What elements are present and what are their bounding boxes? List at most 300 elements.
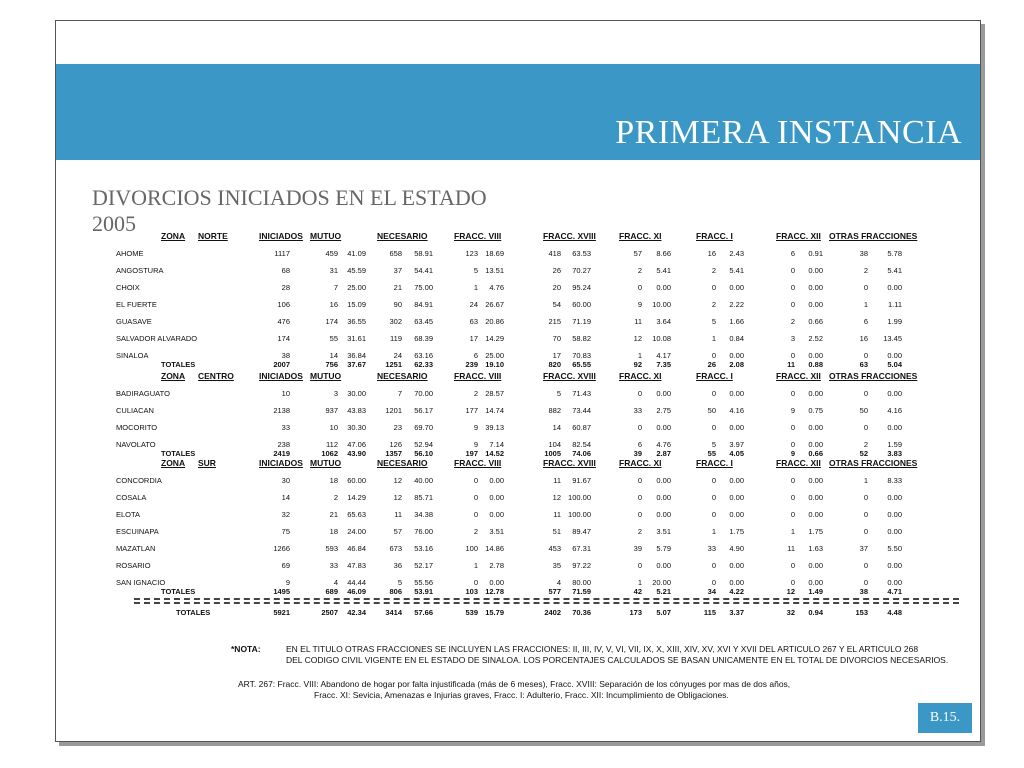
municipality-row-value: 0 xyxy=(790,440,795,449)
zone-total-row-value: 2007 xyxy=(273,360,290,369)
zone-total-row-value: 63 xyxy=(859,360,868,369)
column-header: FRACC. XVIII xyxy=(543,458,596,468)
municipality-row-label: CONCORDIA xyxy=(116,476,162,485)
column-header: MUTUO xyxy=(310,458,342,468)
article-line-1: ART. 267: Fracc. VIII: Abandono de hogar por falta injustificada (más de 6 meses), Fracc. XVIII: Separación de los cónyuges por mas de dos años, xyxy=(238,679,791,689)
municipality-row-value: 0 xyxy=(790,510,795,519)
municipality-row-value: 25.00 xyxy=(347,283,366,292)
municipality-row-value: 20 xyxy=(552,283,561,292)
zone-total-row-value: 71.59 xyxy=(572,587,591,596)
municipality-row-value: 5.78 xyxy=(887,249,902,258)
slide xyxy=(55,20,981,742)
municipality-row-value: 0.00 xyxy=(808,578,823,587)
zone-total-row-label: TOTALES xyxy=(161,360,196,369)
municipality-row-value: 0 xyxy=(863,389,868,398)
municipality-row-value: 11 xyxy=(394,510,402,519)
zone-total-row-value: 2.87 xyxy=(656,449,671,458)
zone-total-row-value: 0.88 xyxy=(808,360,823,369)
subtitle-line-1: DIVORCIOS INICIADOS EN EL ESTADO xyxy=(92,185,487,210)
municipality-row-value: 11 xyxy=(553,510,561,519)
municipality-row-value: 4.16 xyxy=(729,406,744,415)
municipality-row-value: 70 xyxy=(552,334,561,343)
grand-total-row-value: 115 xyxy=(703,608,716,617)
municipality-row-value: 0 xyxy=(637,389,642,398)
municipality-row-label: EL FUERTE xyxy=(116,300,157,309)
municipality-row-value: 26 xyxy=(552,266,561,275)
municipality-row-value: 2.52 xyxy=(808,334,823,343)
municipality-row-value: 0 xyxy=(711,493,716,502)
municipality-row-value: 68.39 xyxy=(414,334,433,343)
column-header: FRACC. I xyxy=(696,458,733,468)
municipality-row-value: 0.00 xyxy=(808,351,823,360)
municipality-row-value: 2 xyxy=(333,493,338,502)
municipality-row-value: 0.00 xyxy=(656,283,671,292)
municipality-row-value: 70.83 xyxy=(572,351,591,360)
municipality-row-value: 75.00 xyxy=(414,283,433,292)
municipality-row-value: 0 xyxy=(473,493,478,502)
grand-total-row-value: 2507 xyxy=(321,608,338,617)
municipality-row-value: 24 xyxy=(469,300,478,309)
municipality-row-value: 7 xyxy=(333,283,338,292)
zone-total-row-value: 92 xyxy=(633,360,642,369)
municipality-row-value: 30.30 xyxy=(347,423,366,432)
municipality-row-value: 104 xyxy=(548,440,561,449)
municipality-row-value: 0 xyxy=(711,389,716,398)
municipality-row-value: 38 xyxy=(859,249,868,258)
municipality-row-value: 47.83 xyxy=(347,561,366,570)
municipality-row-value: 37 xyxy=(859,544,868,553)
municipality-row-value: 34.38 xyxy=(414,510,433,519)
municipality-row-value: 0 xyxy=(711,351,716,360)
municipality-row-value: 0 xyxy=(637,510,642,519)
municipality-row-value: 1 xyxy=(637,351,642,360)
zone-total-row-value: 4.71 xyxy=(887,587,902,596)
municipality-row-value: 5.79 xyxy=(656,544,671,553)
column-header: FRACC. VIII xyxy=(454,458,502,468)
zone-total-row-value: 756 xyxy=(325,360,338,369)
municipality-row-value: 0 xyxy=(863,493,868,502)
municipality-row-value: 0.00 xyxy=(808,561,823,570)
grand-total-row-value: 5921 xyxy=(273,608,290,617)
municipality-row-value: 63 xyxy=(469,317,478,326)
municipality-row-label: GUASAVE xyxy=(116,317,152,326)
municipality-row-value: 2.43 xyxy=(729,249,744,258)
municipality-row-value: 6 xyxy=(473,351,478,360)
municipality-row-value: 0.00 xyxy=(729,476,744,485)
municipality-row-value: 4.16 xyxy=(887,406,902,415)
municipality-row-value: 13.51 xyxy=(485,266,504,275)
municipality-row-value: 3.97 xyxy=(729,440,744,449)
grand-total-row-value: 173 xyxy=(629,608,642,617)
grand-total-row-value: 0.94 xyxy=(808,608,823,617)
municipality-row-value: 1.66 xyxy=(729,317,744,326)
municipality-row-value: 0.00 xyxy=(656,561,671,570)
municipality-row-value: 0.00 xyxy=(808,266,823,275)
subtitle xyxy=(92,185,487,237)
municipality-row-value: 476 xyxy=(277,317,290,326)
municipality-row-value: 0 xyxy=(863,510,868,519)
zone-total-row-value: 9 xyxy=(790,449,795,458)
municipality-row-value: 21 xyxy=(329,510,338,519)
municipality-row-value: 5 xyxy=(473,266,478,275)
zone-total-row-value: 1.49 xyxy=(808,587,823,596)
municipality-row-value: 89.47 xyxy=(572,527,591,536)
municipality-row-value: 28 xyxy=(281,283,290,292)
municipality-row-value: 50 xyxy=(707,406,716,415)
municipality-row-value: 58.91 xyxy=(414,249,433,258)
zone-total-row-value: 34 xyxy=(707,587,716,596)
municipality-row-value: 84.91 xyxy=(414,300,433,309)
column-header: MUTUO xyxy=(310,231,342,241)
zone-total-row-value: 37.67 xyxy=(347,360,366,369)
municipality-row-value: 0 xyxy=(790,423,795,432)
column-header: MUTUO xyxy=(310,371,342,381)
municipality-row-value: 35 xyxy=(552,561,561,570)
zone-total-row-value: 19.10 xyxy=(485,360,504,369)
municipality-row-value: 30.00 xyxy=(347,389,366,398)
municipality-row-value: 882 xyxy=(548,406,561,415)
municipality-row-value: 1117 xyxy=(274,249,290,258)
municipality-row-value: 5 xyxy=(397,578,402,587)
municipality-row-value: 0 xyxy=(790,578,795,587)
municipality-row-value: 1 xyxy=(863,476,868,485)
municipality-row-value: 658 xyxy=(389,249,402,258)
municipality-row-value: 14.29 xyxy=(347,493,366,502)
municipality-row-value: 20.86 xyxy=(485,317,504,326)
municipality-row-value: 16 xyxy=(859,334,868,343)
municipality-row-value: 0 xyxy=(790,283,795,292)
municipality-row-value: 73.44 xyxy=(572,406,591,415)
municipality-row-label: SALVADOR ALVARADO xyxy=(116,334,198,343)
municipality-row-value: 18 xyxy=(329,527,338,536)
municipality-row-value: 16 xyxy=(707,249,716,258)
grand-total-row-value: 3414 xyxy=(385,608,402,617)
zone-total-row-value: 2419 xyxy=(273,449,290,458)
municipality-row-value: 0.00 xyxy=(729,493,744,502)
zone-total-row-value: 1062 xyxy=(321,449,338,458)
municipality-row-value: 593 xyxy=(325,544,338,553)
municipality-row-value: 46.84 xyxy=(347,544,366,553)
municipality-row-value: 0 xyxy=(637,561,642,570)
municipality-row-value: 52.94 xyxy=(414,440,433,449)
municipality-row-value: 1 xyxy=(711,527,716,536)
zone-total-row-value: 4.22 xyxy=(729,587,744,596)
municipality-row-value: 0 xyxy=(790,476,795,485)
column-header: FRACC. XI xyxy=(619,458,662,468)
municipality-row-value: 39.13 xyxy=(485,423,504,432)
municipality-row-value: 36.84 xyxy=(347,351,366,360)
municipality-row-value: 18.69 xyxy=(485,249,504,258)
municipality-row-value: 31 xyxy=(329,266,338,275)
zone-total-row-value: 26 xyxy=(707,360,716,369)
zone-total-row-value: 1251 xyxy=(385,360,402,369)
municipality-row-value: 12 xyxy=(393,476,402,485)
zone-total-row-value: 3.83 xyxy=(887,449,902,458)
municipality-row-value: 1.63 xyxy=(808,544,823,553)
grand-total-row-value: 15.79 xyxy=(485,608,504,617)
municipality-row-value: 60.00 xyxy=(572,300,591,309)
municipality-row-value: 0.00 xyxy=(887,389,902,398)
grand-total-row-value: 5.07 xyxy=(656,608,671,617)
municipality-row-value: 31.61 xyxy=(347,334,366,343)
municipality-row-value: 8.66 xyxy=(656,249,671,258)
municipality-row-label: SAN IGNACIO xyxy=(116,578,166,587)
municipality-row-value: 0 xyxy=(637,476,642,485)
municipality-row-value: 0.00 xyxy=(729,283,744,292)
municipality-row-value: 106 xyxy=(277,300,290,309)
zone-total-row-value: 12.78 xyxy=(485,587,504,596)
zone-total-row-value: 39 xyxy=(633,449,642,458)
municipality-row-value: 7.14 xyxy=(489,440,504,449)
municipality-row-value: 2 xyxy=(711,266,716,275)
municipality-row-value: 33 xyxy=(707,544,716,553)
municipality-row-value: 0 xyxy=(711,423,716,432)
zone-total-row-value: 62.33 xyxy=(414,360,433,369)
municipality-row-value: 0 xyxy=(711,578,716,587)
grand-total-row-value: 4.48 xyxy=(887,608,902,617)
municipality-row-value: 100.00 xyxy=(568,510,591,519)
municipality-row-value: 2 xyxy=(473,527,478,536)
municipality-row-value: 3 xyxy=(333,389,338,398)
municipality-row-value: 9 xyxy=(790,406,795,415)
municipality-row-value: 57 xyxy=(633,249,642,258)
municipality-row-label: COSALA xyxy=(116,493,147,502)
grand-total-row-value: 70.36 xyxy=(572,608,591,617)
municipality-row-label: MAZATLAN xyxy=(116,544,156,553)
municipality-row-value: 1 xyxy=(863,300,868,309)
municipality-row-value: 14.74 xyxy=(485,406,504,415)
municipality-row-value: 9 xyxy=(285,578,290,587)
municipality-row-value: 17 xyxy=(552,351,561,360)
municipality-row-value: 2.75 xyxy=(656,406,671,415)
municipality-row-value: 11 xyxy=(553,476,561,485)
municipality-row-value: 1 xyxy=(473,561,478,570)
zone-label: ZONA xyxy=(161,458,186,468)
note-line-2: DEL CODIGO CIVIL VIGENTE EN EL ESTADO DE SINALOA. LOS PORCENTAJES CALCULADOS SE BASAN UNICAMENTE EN EL TOTAL DE DIVORCIOS NECESARIOS. xyxy=(286,655,949,665)
municipality-row-value: 82.54 xyxy=(572,440,591,449)
zone-name: CENTRO xyxy=(198,371,234,381)
municipality-row-value: 0.00 xyxy=(808,476,823,485)
municipality-row-value: 100 xyxy=(465,544,478,553)
municipality-row-value: 6 xyxy=(637,440,642,449)
municipality-row-value: 0.00 xyxy=(489,493,504,502)
municipality-row-value: 91.67 xyxy=(572,476,591,485)
municipality-row-value: 5.41 xyxy=(656,266,671,275)
municipality-row-value: 71.19 xyxy=(572,317,591,326)
municipality-row-value: 0.00 xyxy=(808,389,823,398)
zone-total-row-value: 42 xyxy=(633,587,642,596)
municipality-row-value: 123 xyxy=(465,249,478,258)
municipality-row-value: 51 xyxy=(552,527,561,536)
zone-label: ZONA xyxy=(161,371,186,381)
municipality-row-label: CULIACAN xyxy=(116,406,154,415)
municipality-row-value: 0 xyxy=(473,476,478,485)
municipality-row-value: 0.00 xyxy=(656,510,671,519)
municipality-row-value: 37 xyxy=(393,266,402,275)
municipality-row-value: 5.41 xyxy=(729,266,744,275)
municipality-row-value: 50 xyxy=(859,406,868,415)
municipality-row-value: 1201 xyxy=(385,406,402,415)
municipality-row-value: 453 xyxy=(548,544,561,553)
municipality-row-value: 54 xyxy=(552,300,561,309)
municipality-row-value: 9 xyxy=(637,300,642,309)
municipality-row-value: 0.00 xyxy=(887,423,902,432)
municipality-row-value: 16 xyxy=(329,300,338,309)
grand-total-row-value: 57.66 xyxy=(414,608,433,617)
municipality-row-value: 1 xyxy=(790,527,795,536)
municipality-row-value: 10 xyxy=(281,389,290,398)
municipality-row-value: 56.17 xyxy=(414,406,433,415)
municipality-row-value: 10.08 xyxy=(652,334,671,343)
municipality-row-value: 53.16 xyxy=(414,544,433,553)
municipality-row-value: 1.11 xyxy=(887,300,902,309)
municipality-row-value: 0.00 xyxy=(489,510,504,519)
municipality-row-value: 0.00 xyxy=(656,389,671,398)
municipality-row-value: 0 xyxy=(863,423,868,432)
municipality-row-value: 4.76 xyxy=(489,283,504,292)
municipality-row-value: 2138 xyxy=(273,406,290,415)
municipality-row-value: 0.00 xyxy=(489,476,504,485)
municipality-row-value: 14 xyxy=(281,493,290,502)
municipality-row-value: 12 xyxy=(552,493,561,502)
municipality-row-value: 0.84 xyxy=(729,334,744,343)
municipality-row-value: 215 xyxy=(548,317,561,326)
municipality-row-value: 14 xyxy=(552,423,561,432)
grand-total-row-value: 2402 xyxy=(544,608,561,617)
municipality-row-value: 58.82 xyxy=(572,334,591,343)
grand-total-row-value: 3.37 xyxy=(729,608,744,617)
column-header: FRACC. XVIII xyxy=(543,371,596,381)
municipality-row-value: 119 xyxy=(390,334,402,343)
municipality-row-value: 0 xyxy=(863,561,868,570)
municipality-row-label: ROSARIO xyxy=(116,561,151,570)
municipality-row-value: 63.16 xyxy=(414,351,433,360)
municipality-row-value: 0.00 xyxy=(729,351,744,360)
municipality-row-value: 0.00 xyxy=(729,578,744,587)
municipality-row-value: 0 xyxy=(637,493,642,502)
zone-total-row-value: 1005 xyxy=(544,449,561,458)
municipality-row-label: CHOIX xyxy=(116,283,140,292)
municipality-row-value: 47.06 xyxy=(347,440,366,449)
zone-total-row-value: 52 xyxy=(859,449,868,458)
municipality-row-value: 5 xyxy=(711,440,716,449)
municipality-row-value: 0.00 xyxy=(887,510,902,519)
municipality-row-value: 63.53 xyxy=(572,249,591,258)
municipality-row-value: 0.00 xyxy=(656,476,671,485)
municipality-row-value: 1 xyxy=(473,283,478,292)
municipality-row-value: 126 xyxy=(389,440,402,449)
municipality-row-value: 90 xyxy=(393,300,402,309)
municipality-row-value: 3.64 xyxy=(656,317,671,326)
municipality-row-value: 40.00 xyxy=(414,476,433,485)
municipality-row-value: 43.83 xyxy=(347,406,366,415)
zone-total-row-value: 1495 xyxy=(273,587,290,596)
municipality-row-value: 5.41 xyxy=(887,266,902,275)
municipality-row-value: 9 xyxy=(473,423,478,432)
municipality-row-value: 174 xyxy=(277,334,290,343)
municipality-row-value: 65.63 xyxy=(347,510,366,519)
municipality-row-value: 112 xyxy=(326,440,338,449)
column-header: FRACC. I xyxy=(696,231,733,241)
zone-label: ZONA xyxy=(161,231,186,241)
municipality-row-value: 0 xyxy=(711,283,716,292)
column-header: FRACC. XI xyxy=(619,231,662,241)
municipality-row-value: 0.00 xyxy=(887,283,902,292)
municipality-row-value: 0.00 xyxy=(887,527,902,536)
municipality-row-value: 13.45 xyxy=(883,334,902,343)
zone-total-row-value: 577 xyxy=(548,587,561,596)
municipality-row-value: 1.99 xyxy=(887,317,902,326)
zone-total-row-value: 4.05 xyxy=(729,449,744,458)
municipality-row-value: 1.75 xyxy=(808,527,823,536)
municipality-row-value: 0.00 xyxy=(656,423,671,432)
municipality-row-value: 0 xyxy=(711,476,716,485)
municipality-row-value: 57 xyxy=(393,527,402,536)
municipality-row-value: 30 xyxy=(281,476,290,485)
municipality-row-value: 28.57 xyxy=(485,389,504,398)
zone-total-row-value: 11 xyxy=(787,360,795,369)
municipality-row-value: 2 xyxy=(863,440,868,449)
municipality-row-value: 63.45 xyxy=(414,317,433,326)
municipality-row-value: 0 xyxy=(790,300,795,309)
zone-total-row-value: 103 xyxy=(465,587,478,596)
municipality-row-value: 60.00 xyxy=(347,476,366,485)
municipality-row-value: 0 xyxy=(790,561,795,570)
municipality-row-value: 21 xyxy=(393,283,402,292)
municipality-row-value: 14.86 xyxy=(485,544,504,553)
municipality-row-value: 80.00 xyxy=(572,578,591,587)
municipality-row-value: 1.59 xyxy=(887,440,902,449)
municipality-row-value: 459 xyxy=(325,249,338,258)
municipality-row-value: 0 xyxy=(790,389,795,398)
municipality-row-value: 2 xyxy=(637,527,642,536)
municipality-row-value: 0.00 xyxy=(489,578,504,587)
municipality-row-value: 0.00 xyxy=(887,561,902,570)
municipality-row-value: 0.00 xyxy=(887,493,902,502)
municipality-row-value: 0.75 xyxy=(808,406,823,415)
municipality-row-value: 0.00 xyxy=(887,351,902,360)
municipality-row-value: 68 xyxy=(281,266,290,275)
municipality-row-value: 0.00 xyxy=(887,578,902,587)
zone-total-row-value: 5.21 xyxy=(656,587,671,596)
municipality-row-value: 14.29 xyxy=(485,334,504,343)
municipality-row-value: 0.00 xyxy=(729,510,744,519)
municipality-row-value: 0.00 xyxy=(808,510,823,519)
municipality-row-value: 71.43 xyxy=(572,389,591,398)
subtitle-line-2: 2005 xyxy=(92,211,136,236)
zone-name: NORTE xyxy=(198,231,228,241)
municipality-row-label: AHOME xyxy=(116,249,144,258)
municipality-row-value: 4.17 xyxy=(656,351,671,360)
municipality-row-value: 0 xyxy=(863,351,868,360)
article-line-2: Fracc. XI: Sevicia, Amenazas e Injurias graves, Fracc. I: Adulterio, Fracc. XII: Incumplimiento de Obligaciones. xyxy=(314,690,729,700)
municipality-row-value: 2 xyxy=(790,317,795,326)
grand-total-row-value: 539 xyxy=(465,608,478,617)
municipality-row-value: 60.87 xyxy=(572,423,591,432)
column-header: FRACC. XII xyxy=(776,231,821,241)
municipality-row-value: 4 xyxy=(556,578,561,587)
municipality-row-value: 0.00 xyxy=(729,561,744,570)
municipality-row-value: 15.09 xyxy=(347,300,366,309)
municipality-row-label: ELOTA xyxy=(116,510,141,519)
municipality-row-value: 69.70 xyxy=(414,423,433,432)
municipality-row-value: 2 xyxy=(863,266,868,275)
municipality-row-value: 0 xyxy=(637,423,642,432)
zone-total-row-value: 14.52 xyxy=(485,449,504,458)
municipality-row-value: 97.22 xyxy=(572,561,591,570)
municipality-row-value: 5 xyxy=(556,389,561,398)
municipality-row-value: 0 xyxy=(790,266,795,275)
